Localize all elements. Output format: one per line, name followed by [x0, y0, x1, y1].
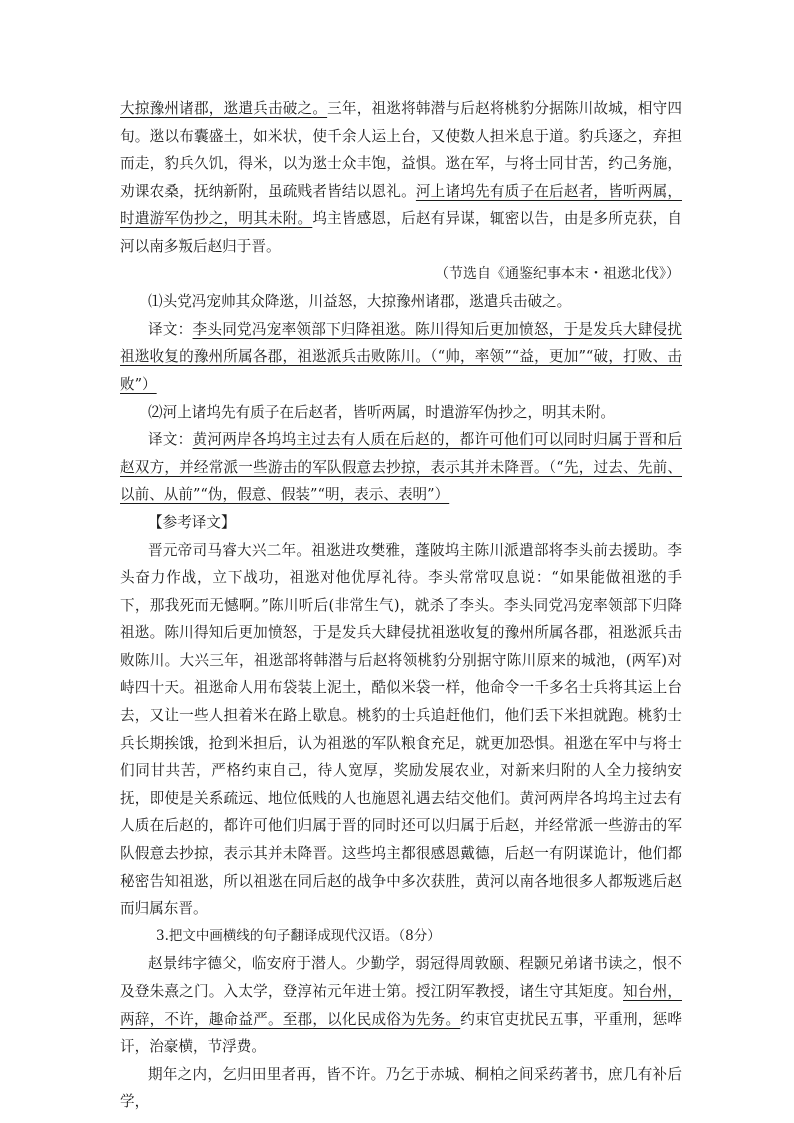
passage-text: 坞主皆感恩，后赵有异谋，辄密以告，由是多所克获，自河以南多叛后赵归于晋。	[120, 210, 682, 255]
reference-translation: 晋元帝司马睿大兴二年。祖逖进攻樊雅，蓬陂坞主陈川派遣部将李头前去援助。李头奋力作战，立下战功，祖逖对他优厚礼待。李头常常叹息说：“如果能做祖逖的手下，那我死而无憾啊。”陈川听后(非常生气)，就杀了李头。李头同党冯宠率领部下归降祖逖。陈川得知后更加愤怒，于是发兵大肆侵扰祖逖收复的豫州所属各郡，祖逖派兵击败陈川。大兴三年，祖逖部将韩潜与后赵将领桃豹分别据守陈川原来的城池，(两军)对峙四十天。祖逖命人用布袋装上泥土，酷似米袋一样，他命令一千多名士兵将其运上台去，又让一些人担着米在路上歇息。桃豹的士兵追赶他们，他们丢下米担就跑。桃豹士兵长期挨饿，抢到米担后，认为祖逖的军队粮食充足，就更加恐惧。祖逖在军中与将士们同甘共苦，严格约束自己，待人宽厚，奖励发展农业，对新来归附的人全力接纳安抚，即使是关系疏远、地位低贱的人也施恩礼遇去结交他们。黄河两岸各坞坞主过去有人质在后赵的，都许可他们归属于晋的同时还可以归属于后赵，并经常派一些游击的军队假意去抄掠，表示其并未降晋。这些坞主都很感恩戴德，后赵一有阴谋诡计，他们都秘密告知祖逖，所以祖逖在同后赵的战争中多次获胜，黄河以南各地很多人都叛逃后赵而归属东晋。	[120, 541, 682, 918]
reference-heading: 【参考译文】	[148, 513, 236, 531]
passage2-paragraph-1	[120, 950, 682, 1060]
answer-text: 李头同党冯宠率领部下归降祖逖。陈川得知后更加愤怒，于是发兵大肆侵扰祖逖收复的豫州所属各郡，祖逖派兵击败陈川。（“帅，率领”“益，更加”“破，打败、击败”）	[120, 320, 682, 393]
underlined-sentence: 大掠豫州诸郡，逖遣兵击破之。	[120, 100, 328, 117]
content-column	[120, 95, 682, 1116]
question-2-prompt: ⑵河上诸坞先有质子在后赵者，皆听两属，时遣游军伪抄之，明其未附。	[148, 403, 616, 421]
answer-label: 译文：	[148, 431, 193, 449]
underlined-sentence: 河上诸坞先有质子在后赵者，皆听两属，时遣游军伪抄之，明其未附。	[120, 182, 682, 228]
passage1-paragraph	[120, 95, 682, 261]
question-1-answer	[120, 316, 682, 399]
answer-label: 译文：	[148, 320, 193, 338]
passage2-paragraph-2: 期年之内，乞归田里者再，皆不许。乃乞于赤城、桐柏之间采药著书，庶几有补后学，	[120, 1065, 682, 1111]
passage-text: 赵景纬字德父，临安府于潜人。少勤学，弱冠得周敦颐、程颢兄弟诸书读之，恨不及登朱熹之门。入太学，登淳祐元年进士第。授江阴军教授，诸生守其矩度。	[120, 955, 682, 1000]
question-2-answer	[120, 426, 682, 509]
passage-text: 约束官吏扰民五事，平重刑，惩哗讦，治豪横，节浮费。	[120, 1010, 682, 1056]
question-3-title: 3.把文中画横线的句子翻译成现代汉语。（8分）	[156, 927, 441, 944]
source-citation: （节选自《通鉴纪事本末・祖逖北伐》）	[435, 265, 680, 282]
passage-text: 三年，祖逖将韩潜与后赵将桃豹分据陈川故城，相守四旬。逖以布囊盛土，如米状，使千余人运上台，又使数人担米息于道。豹兵逐之，弃担而走，豹兵久饥，得米，以为逖士众丰饱，益惧。逖在军，与将士同甘苦，约己务施，劝课农桑，抚纳新附，虽疏贱者皆结以恩礼。	[120, 100, 682, 200]
answer-text: 黄河两岸各坞坞主过去有人质在后赵的，都许可他们可以同时归属于晋和后赵双方，并经常派一些游击的军队假意去抄掠，表示其并未降晋。（“先，过去、先前、以前、从前”“伪，假意、假装”“明，表示、表明”）	[120, 431, 682, 504]
underlined-sentence: 知台州，两辞，不许，趣命益严。至郡，以化民成俗为先务。	[120, 983, 682, 1028]
question-1-prompt: ⑴头党冯宠帅其众降逖，川益怒，大掠豫州诸郡，逖遣兵击破之。	[148, 293, 572, 311]
